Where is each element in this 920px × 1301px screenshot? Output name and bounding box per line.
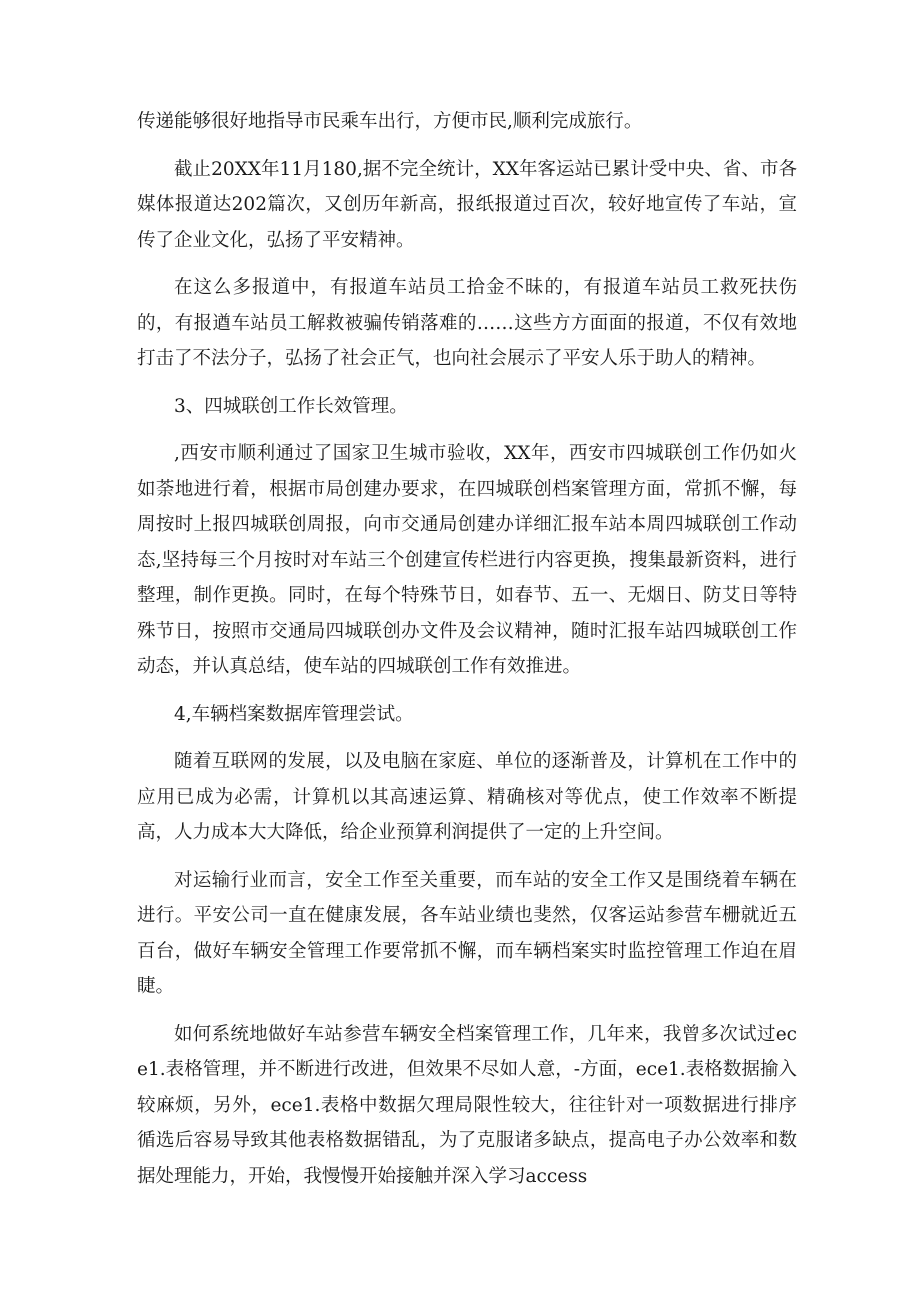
section-heading-4: 4,车辆档案数据库管理尝试。 xyxy=(174,703,414,725)
paragraph-1: 截止20XX年11月180,据不完全统计，XX年客运站已累计受中央、省、市各媒体报道达202篇次，又创历年新高，报纸报道过百次，较好地宣传了车站，宣传了企业文化，弘扬了平安精神。 xyxy=(137,158,797,251)
paragraph-0: 传递能够很好地指导市民乘车出行，方便市民,顺利完成旅行。 xyxy=(137,111,643,132)
section-heading-3: 3、四城联创工作长效管理。 xyxy=(174,395,408,417)
document-body xyxy=(137,104,797,1206)
paragraph-8: 如何系统地做好车站参营车辆安全档案管理工作，几年来，我曾多次试过ece1.表格管理，并不断进行改进，但效果不尽如人意，-方面，ece1.表格数据揄入较麻烦，另外，ece1.表格中数据欠理局限性较大，往往针对一项数据进行排序循选后容易导致其他表格数据错乱，为了克服诸多缺点，提高电子办公效率和数据处理能力，开始，我慢慢开始接触并深入学习access xyxy=(137,1023,797,1187)
paragraph-7: 对运输行业而言，安全工作至关重要，而车站的安全工作又是围绕着车辆在进行。平安公司一直在健康发展，各车站业绩也斐然，仅客运站参营车栅就近五百台，做好车辆安全管理工作要常抓不懈，而车辆档案实时监控管理工作迫在眉睫。 xyxy=(137,869,797,997)
paragraph-4: ,西安市顺利通过了国家卫生城市验收，XX年，西安市四城联创工作仍如火如荼地进行着，根据市局创建办要求，在四城联创档案管理方面，常抓不懈，每周按时上报四城联创周报，向市交通局创建办详细汇报车站本周四城联创工作动态,坚持每三个月按时对车站三个创建宣传栏进行内容更换，搜集最新资料，进行整理，制作更换。同时，在每个特殊节日，如春节、五一、无烟日、防艾日等特殊节日，按照市交通局四城联创办文件及会议精神，随时汇报车站四城联创工作动态，并认真总结，使车站的四城联创工作有效推进。 xyxy=(137,443,797,677)
paragraph-6: 随着互联网的发展，以及电脑在家庭、单位的逐渐普及，计算机在工作中的应用已成为必需，计算机以其高速运算、精确核对等优点，使工作效率不断提高，人力成本大大降低，给企业预算利润提供了一定的上升空间。 xyxy=(137,751,797,843)
paragraph-2: 在这么多报道中，有报道车站员工拾金不昧的，有报道车站员工救死扶伤的，有报遒车站员工解救被骗传销落难的……这些方方面面的报道，不仅有效地打击了不法分子，弘扬了社会正气，也向社会展示了平安人乐于助人的精神。 xyxy=(137,277,797,369)
